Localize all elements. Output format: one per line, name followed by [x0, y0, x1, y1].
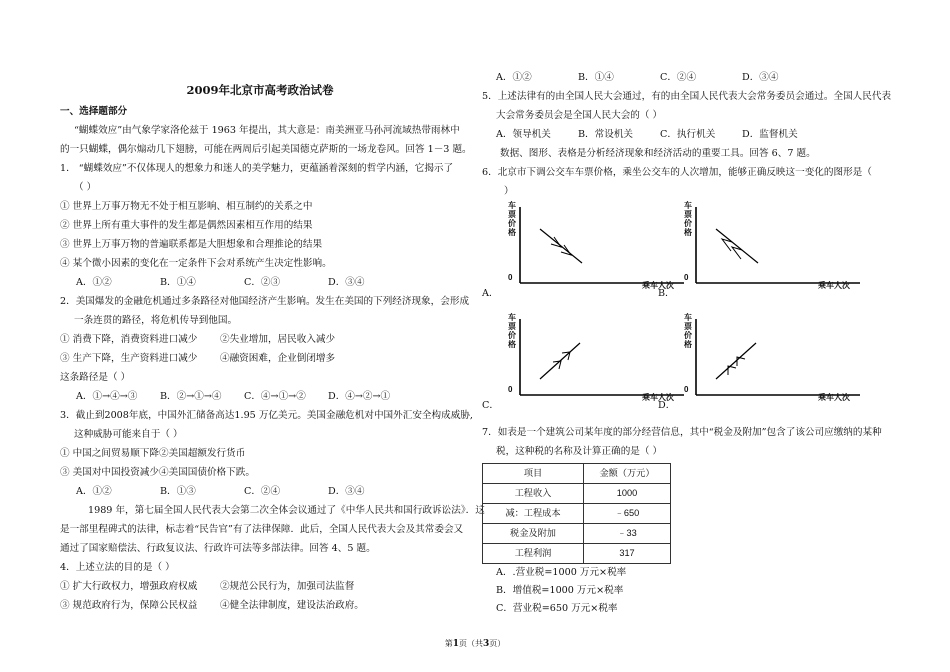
option-c[interactable]: C．②③ — [244, 277, 281, 288]
option-b[interactable]: B．②→①→④ — [160, 391, 222, 402]
passage2-line: 通过了国家赔偿法、行政复议法、行政许可法等多部法律。回答 4、5 题。 — [60, 543, 376, 554]
q4-item: ③ 规范政府行为，保障公民权益 — [60, 600, 198, 611]
graph-option-label: A． — [482, 288, 499, 299]
option-c[interactable]: C．②④ — [660, 72, 697, 83]
graph-origin: 0 — [684, 385, 689, 394]
q5-options — [482, 125, 912, 144]
option-a[interactable]: A．①② — [496, 72, 532, 83]
q1-item: ③ 世界上万事万物的普遍联系都是大胆想象和合理推论的结果 — [60, 239, 323, 250]
table-cell: ﹣650 — [584, 504, 671, 524]
q4-item-row — [60, 577, 470, 596]
page-title: 2009年北京市高考政治试卷 — [186, 83, 334, 97]
q1-options — [60, 273, 470, 292]
graph-option-label: D． — [658, 400, 676, 411]
graph-y-label: 车票价格 — [508, 313, 516, 349]
q2-stem: 2．美国爆发的金融危机通过多条路径对他国经济产生影响。发生在美国的下列经济现象，会形成 — [60, 296, 470, 307]
option-a[interactable]: A．①→④→③ — [76, 391, 138, 402]
q7-option-a[interactable]: A．.营业税=1000 万元×税率 — [496, 567, 627, 578]
intro-line: 的一只蝴蝶，偶尔煽动几下翅膀，可能在两周后引起美国德克萨斯的一场龙卷风。回答 1－3 题。 — [60, 144, 472, 155]
footer-mid: 页（共 — [459, 639, 483, 648]
option-a[interactable]: A．①② — [76, 277, 112, 288]
left-column — [60, 78, 485, 615]
graph-option-label: B． — [658, 288, 675, 299]
q7-option-b[interactable]: B．增值税=1000 万元×税率 — [496, 585, 624, 596]
q5-stem: 5．上述法律有的由全国人民大会通过，有的由全国人民代表大会常务委员会通过。全国人民代表 — [482, 91, 892, 102]
q2-tail: 这条路径是（ ） — [60, 372, 131, 383]
option-b[interactable]: B．常设机关 — [578, 129, 634, 140]
table-row — [483, 504, 671, 524]
graph-origin: 0 — [508, 385, 513, 394]
table-cell: 税金及附加 — [483, 524, 584, 544]
table-cell: 工程收入 — [483, 484, 584, 504]
q4-options — [482, 68, 912, 87]
q3-item: ① 中国之间贸易顺下降②美国超额发行货币 — [60, 448, 246, 459]
passage2-line: 是一部里程碑式的法律，标志着“民告官”有了法律保障．此后，全国人民代表大会及其常委会又 — [60, 524, 464, 535]
q5-stem: 大会常务委员会是全国人民大会的（ ） — [496, 110, 663, 121]
q7-option-c[interactable]: C．营业税=650 万元×税率 — [496, 603, 618, 614]
graph-y-label: 车票价格 — [684, 313, 692, 349]
option-c[interactable]: C．④→①→② — [244, 391, 306, 402]
q1-item: ④ 某个微小因素的变化在一定条件下会对系统产生决定性影响。 — [60, 258, 332, 269]
graph-origin: 0 — [508, 273, 513, 282]
table-header: 项目 — [483, 464, 584, 484]
passage2-line: 1989 年，第七届全国人民代表大会第二次全体会议通过了《中华人民共和国行政诉讼法》．这 — [88, 505, 485, 516]
q4-stem: 4．上述立法的目的是（ ） — [60, 562, 175, 573]
graph-x-label: 乘车人次 — [818, 393, 850, 402]
option-b[interactable]: B．①④ — [578, 72, 614, 83]
graph-x-label: 乘车人次 — [818, 281, 850, 290]
graph-x-label: 乘车人次 — [642, 393, 674, 402]
table-row — [483, 544, 671, 564]
q6-stem: ） — [504, 186, 514, 197]
table-row — [483, 524, 671, 544]
q2-options — [60, 387, 470, 406]
option-d[interactable]: D．③④ — [328, 486, 365, 497]
q4-item: ④健全法律制度，建设法治政府。 — [220, 600, 364, 611]
q2-item: ① 消费下降，消费资料进口减少 — [60, 334, 198, 345]
table-cell: 工程利润 — [483, 544, 584, 564]
q1-stem: 1． “蝴蝶效应”不仅体现人的想象力和迷人的美学魅力，更蕴涵着深刻的哲学内涵，它揭示了 — [60, 163, 454, 174]
footer-suffix: 页） — [489, 639, 506, 648]
table-cell: 减：工程成本 — [483, 504, 584, 524]
q1-item: ② 世界上所有重大事件的发生都是偶然因素相互作用的结果 — [60, 220, 313, 231]
table-header: 金额（万元） — [584, 464, 671, 484]
q3-item: ③ 美国对中国投资减少④美国国债价格下跌。 — [60, 467, 255, 478]
q2-stem: 一条连贯的路径，将危机传导到他国。 — [74, 315, 238, 326]
q1-item: ① 世界上万事万物无不处于相互影响、相互制约的关系之中 — [60, 201, 313, 212]
q6-graphs — [482, 201, 912, 419]
graph-option-label: C． — [482, 400, 499, 411]
table-header-row — [483, 464, 671, 484]
footer-prefix: 第 — [444, 639, 453, 648]
section-heading: 一、选择题部分 — [60, 106, 128, 117]
option-d[interactable]: D．③④ — [742, 72, 779, 83]
table-cell: 317 — [584, 544, 671, 564]
option-d[interactable]: D．③④ — [328, 277, 365, 288]
table-row — [483, 484, 671, 504]
graph-x-label: 乘车人次 — [642, 281, 674, 290]
page-number: 1 — [452, 639, 459, 649]
option-b[interactable]: B．①④ — [160, 277, 196, 288]
right-column — [482, 68, 912, 618]
option-a[interactable]: A．①② — [76, 486, 112, 497]
finance-table — [482, 463, 671, 564]
q6-stem: 6．北京市下调公交车车票价格，乘坐公交车的人次增加，能够正确反映这一变化的图形是（ — [482, 167, 872, 178]
option-c[interactable]: C．②④ — [244, 486, 281, 497]
page-total: 3 — [483, 639, 490, 649]
q3-stem: 3．截止到2008年底，中国外汇储备高达1.95 万亿美元。美国金融危机对中国外汇安全构成威胁, — [60, 410, 473, 421]
q7-stem: 税，这种税的名称及计算正确的是（ ） — [496, 446, 663, 457]
option-b[interactable]: B．①③ — [160, 486, 196, 497]
q3-options — [60, 482, 470, 501]
graph-y-label: 车票价格 — [684, 201, 692, 237]
q7-stem: 7．如表是一个建筑公司某年度的部分经营信息，其中“税金及附加”包含了该公司应缴纳的某种 — [482, 427, 882, 438]
option-c[interactable]: C．执行机关 — [660, 129, 716, 140]
q4-item: ②规范公民行为，加强司法监督 — [220, 581, 355, 592]
graph-d[interactable] — [658, 313, 870, 417]
graph-b[interactable] — [658, 201, 870, 305]
q4-item-row — [60, 596, 470, 615]
passage3: 数据、图形、表格是分析经济现象和经济活动的重要工具。回答 6、7 题。 — [500, 148, 816, 159]
q2-item-row — [60, 349, 470, 368]
option-d[interactable]: D．监督机关 — [742, 129, 798, 140]
q2-item: ②失业增加，居民收入减少 — [220, 334, 336, 345]
page-footer — [0, 638, 950, 649]
q4-item: ① 扩大行政权力，增强政府权威 — [60, 581, 198, 592]
q2-item: ③ 生产下降，生产资料进口减少 — [60, 353, 198, 364]
q3-stem: 这种威胁可能来自于（ ） — [74, 429, 183, 440]
option-d[interactable]: D．④→②→① — [328, 391, 391, 402]
table-cell: ﹣33 — [584, 524, 671, 544]
option-a[interactable]: A．领导机关 — [496, 129, 551, 140]
q2-item: ④融资困难，企业倒闭增多 — [220, 353, 336, 364]
intro-line: “蝴蝶效应”由气象学家洛伦兹于 1963 年提出，其大意是：南美洲亚马孙河流域热带雨林中 — [74, 125, 460, 136]
table-cell: 1000 — [584, 484, 671, 504]
q2-item-row — [60, 330, 470, 349]
graph-y-label: 车票价格 — [508, 201, 516, 237]
graph-origin: 0 — [684, 273, 689, 282]
q1-stem: （ ） — [74, 182, 97, 193]
